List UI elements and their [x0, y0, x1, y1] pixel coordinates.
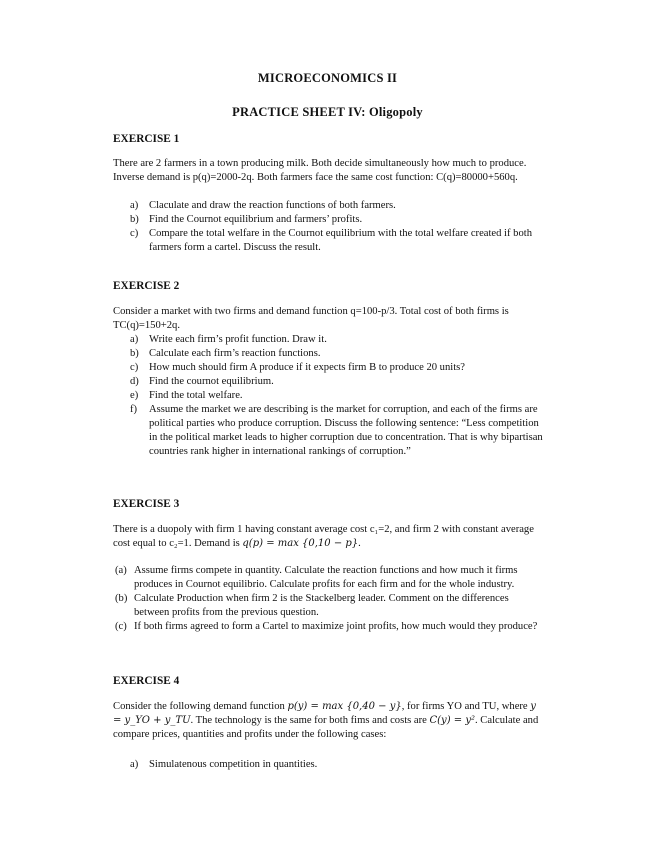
item-text: Find the Cournot equilibrium and farmers’ profits.: [149, 214, 363, 225]
item-text: How much should firm A produce if it expects firm B to produce 20 units?: [149, 362, 465, 373]
item-marker: e): [130, 390, 139, 401]
quantity-formula: y = y_YO + y_TU: [113, 701, 536, 726]
intro-text: , for firms YO and TU, where: [401, 701, 531, 712]
item-marker: (c): [115, 621, 127, 632]
list-item: [113, 375, 543, 389]
exercise-4-heading: EXERCISE 4: [113, 675, 180, 687]
list-item: [113, 347, 543, 361]
item-marker: a): [130, 334, 139, 345]
item-text: Compare the total welfare in the Cournot equilibrium with the total welfare created if both farmers form a cartel. Discuss the result.: [149, 228, 533, 253]
item-text: Write each firm’s profit function. Draw it.: [149, 334, 327, 345]
intro-text: .: [358, 538, 361, 549]
item-marker: b): [130, 348, 139, 359]
exercise-1-intro: There are 2 farmers in a town producing milk. Both decide simultaneously how much to produce. Inverse demand is p(q)=2000-2q. Both farmers face the same cost function: C(q)=80000+560q.: [113, 158, 527, 183]
list-item: [113, 592, 543, 620]
item-text: Calculate Production when firm 2 is the Stackelberg leader. Comment on the differences between profits from the previous question.: [134, 593, 509, 618]
list-item: [113, 227, 543, 255]
exercise-4-intro: [113, 700, 543, 742]
item-text: Assume firms compete in quantity. Calculate the reaction functions and how much it firms produces in Cournot equilibrio. Calculate profits for each firm and for the whole industry.: [134, 565, 518, 590]
list-item: [113, 758, 543, 772]
item-text: Calculate each firm’s reaction functions.: [149, 348, 321, 359]
item-text: Find the total welfare.: [149, 390, 243, 401]
list-item: [113, 199, 543, 213]
sheet-title: PRACTICE SHEET IV: Oligopoly: [232, 105, 423, 119]
item-text: Assume the market we are describing is the market for corruption, and each of the firms are political parties who produce corruption. Discuss the following sentence: “Less competition in the political market leads to higher corruption due to concentration. That is why bipartisan countries rank higher in international rankings of corruption.”: [149, 404, 543, 457]
item-marker: c): [130, 228, 139, 239]
demand-formula: q(p) = max {0,10 − p}: [242, 538, 359, 549]
list-item: [113, 564, 543, 592]
exercise-3-heading: EXERCISE 3: [113, 498, 180, 510]
exercise-1-questions: [113, 199, 543, 255]
item-marker: d): [130, 376, 139, 387]
exercise-2-heading: EXERCISE 2: [113, 280, 180, 292]
exercise-2-intro: Consider a market with two firms and demand function q=100-p/3. Total cost of both firms is TC(q)=150+2q.: [113, 306, 509, 331]
item-text: Find the cournot equilibrium.: [149, 376, 274, 387]
item-text: Claculate and draw the reaction functions of both farmers.: [149, 200, 396, 211]
cost-formula: C(y) = y²: [429, 715, 475, 726]
list-item: [113, 389, 543, 403]
course-title: MICROECONOMICS II: [257, 71, 398, 85]
demand-formula: p(y) = max {0,40 − y}: [287, 701, 402, 712]
list-item: [113, 620, 543, 634]
exercise-2-questions: [113, 333, 543, 459]
list-item: [113, 333, 543, 347]
exercise-4-questions: [113, 758, 543, 772]
item-marker: a): [130, 759, 139, 770]
exercise-1-heading: EXERCISE 1: [113, 133, 180, 145]
item-text: Simulatenous competition in quantities.: [149, 759, 318, 770]
item-marker: (a): [115, 565, 127, 576]
item-marker: (b): [115, 593, 128, 604]
intro-text: Consider the following demand function: [113, 701, 288, 712]
item-marker: c): [130, 362, 139, 373]
item-text: If both firms agreed to form a Cartel to maximize joint profits, how much would they produce?: [134, 621, 538, 632]
intro-text: . The technology is the same for both fims and costs are: [190, 715, 430, 726]
intro-text: . Calculate and compare prices, quantities and profits under the following cases:: [113, 715, 539, 740]
list-item: [113, 213, 543, 227]
intro-text: There is a duopoly with firm 1 having constant average cost c₁=2, and firm 2 with constant average cost equal to c₂=1. Demand is: [113, 524, 534, 549]
list-item: [113, 361, 543, 375]
list-item: [113, 403, 543, 459]
item-marker: b): [130, 214, 139, 225]
exercise-3-questions: [113, 564, 543, 634]
item-marker: a): [130, 200, 139, 211]
item-marker: f): [130, 404, 138, 415]
exercise-3-intro: [113, 523, 543, 551]
